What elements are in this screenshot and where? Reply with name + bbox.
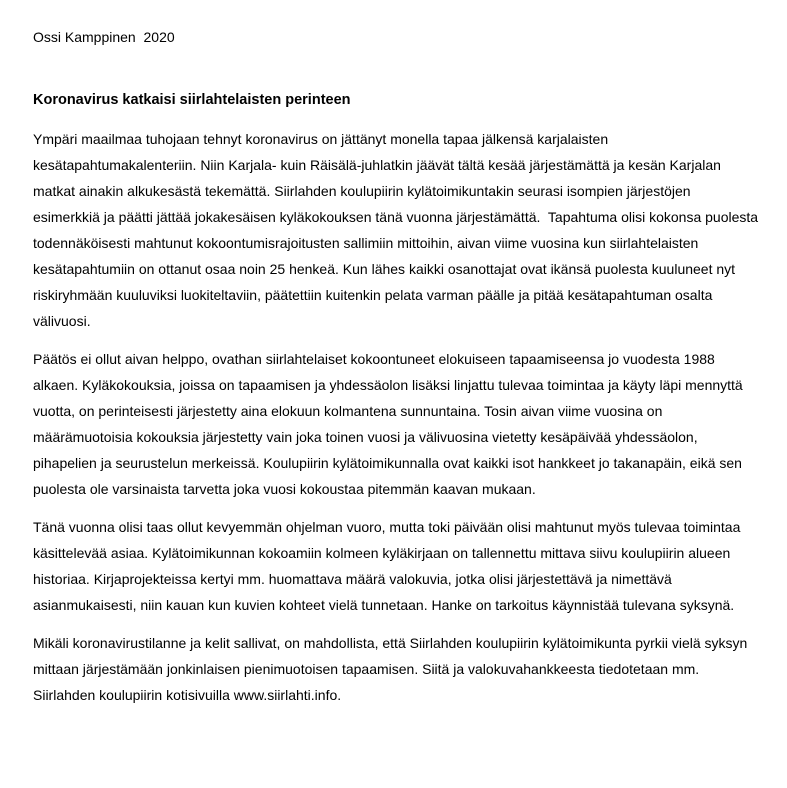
paragraph-4: Mikäli koronavirustilanne ja kelit sallivat, on mahdollista, että Siirlahden koulupiirin kylätoimikunta pyrkii vielä syksyn mittaan järjestämään jonkinlaisen pienimuotoisen tapaamisen. Siitä ja valokuvahankkeesta tiedotetaan mm. Siirlahden koulupiirin kotisivuilla www.siirlahti.info. (33, 635, 752, 703)
document-heading: Koronavirus katkaisi siirlahtelaisten perinteen (33, 92, 351, 108)
paragraph-1: Ympäri maailmaa tuhojaan tehnyt koronavirus on jättänyt monella tapaa jälkensä karjalaisten kesätapahtumakalenteriin. Niin Karjala- kuin Räisälä-juhlatkin jäävät tältä kesää järjestämättä ja kesän Karjalan matkat ainakin alkukesästä tekemättä. Siirlahden koulupiirin kylätoimikuntakin seurasi isompien järjestöjen esimerkkiä ja päätti jättää jokakesäisen kyläkokouksen tänä vuonna järjestämättä. Tapahtuma olisi kokonsa puolesta todennäköisesti mahtunut kokoontumisrajoitusten sallimiin mittoihin, aivan viime vuosina kun siirlahtelaisten kesätapahtumiin on ottanut osaa noin 25 henkeä. Kun lähes kaikki osanottajat ovat ikänsä puolesta kuuluneet nyt riskiryhmään kuuluviksi luokiteltaviin, päätettiin kuitenkin pelata varman päälle ja pitää kesätapahtuman osalta välivuosi. (33, 131, 762, 329)
paragraph-2: Päätös ei ollut aivan helppo, ovathan siirlahtelaiset kokoontuneet elokuiseen tapaamiseensa jo vuodesta 1988 alkaen. Kyläkokouksia, joissa on tapaamisen ja yhdessäolon lisäksi linjattu tulevaa toimintaa ja käyty läpi mennyttä vuotta, on perinteisesti järjestetty aina elokuun kolmantena sunnuntaina. Tosin aivan viime vuosina on määrämuotoisia kokouksia järjestetty vain joka toinen vuosi ja välivuosina vietetty kesäpäivää yhdessäolon, pihapelien ja seurustelun merkeissä. Koulupiirin kylätoimikunnalla ovat kaikki isot hankkeet jo takanapäin, eikä sen puolesta ole varsinaista tarvetta joka vuosi kokoustaa pitemmän kaavan mukaan. (33, 351, 747, 497)
author-line: Ossi Kamppinen 2020 (33, 29, 175, 45)
paragraph-3: Tänä vuonna olisi taas ollut kevyemmän ohjelman vuoro, mutta toki päivään olisi mahtunut myös tulevaa toimintaa käsittelevää asiaa. Kylätoimikunnan kokoamiin kolmeen kyläkirjaan on tallennettu mittava siivu koulupiirin alueen historiaa. Kirjaprojekteissa kertyi mm. huomattava määrä valokuvia, jotka olisi järjestettävä ja nimettävä asianmukaisesti, niin kauan kun kuvien kohteet vielä tunnetaan. Hanke on tarkoitus käynnistää tulevana syksynä. (33, 519, 745, 613)
